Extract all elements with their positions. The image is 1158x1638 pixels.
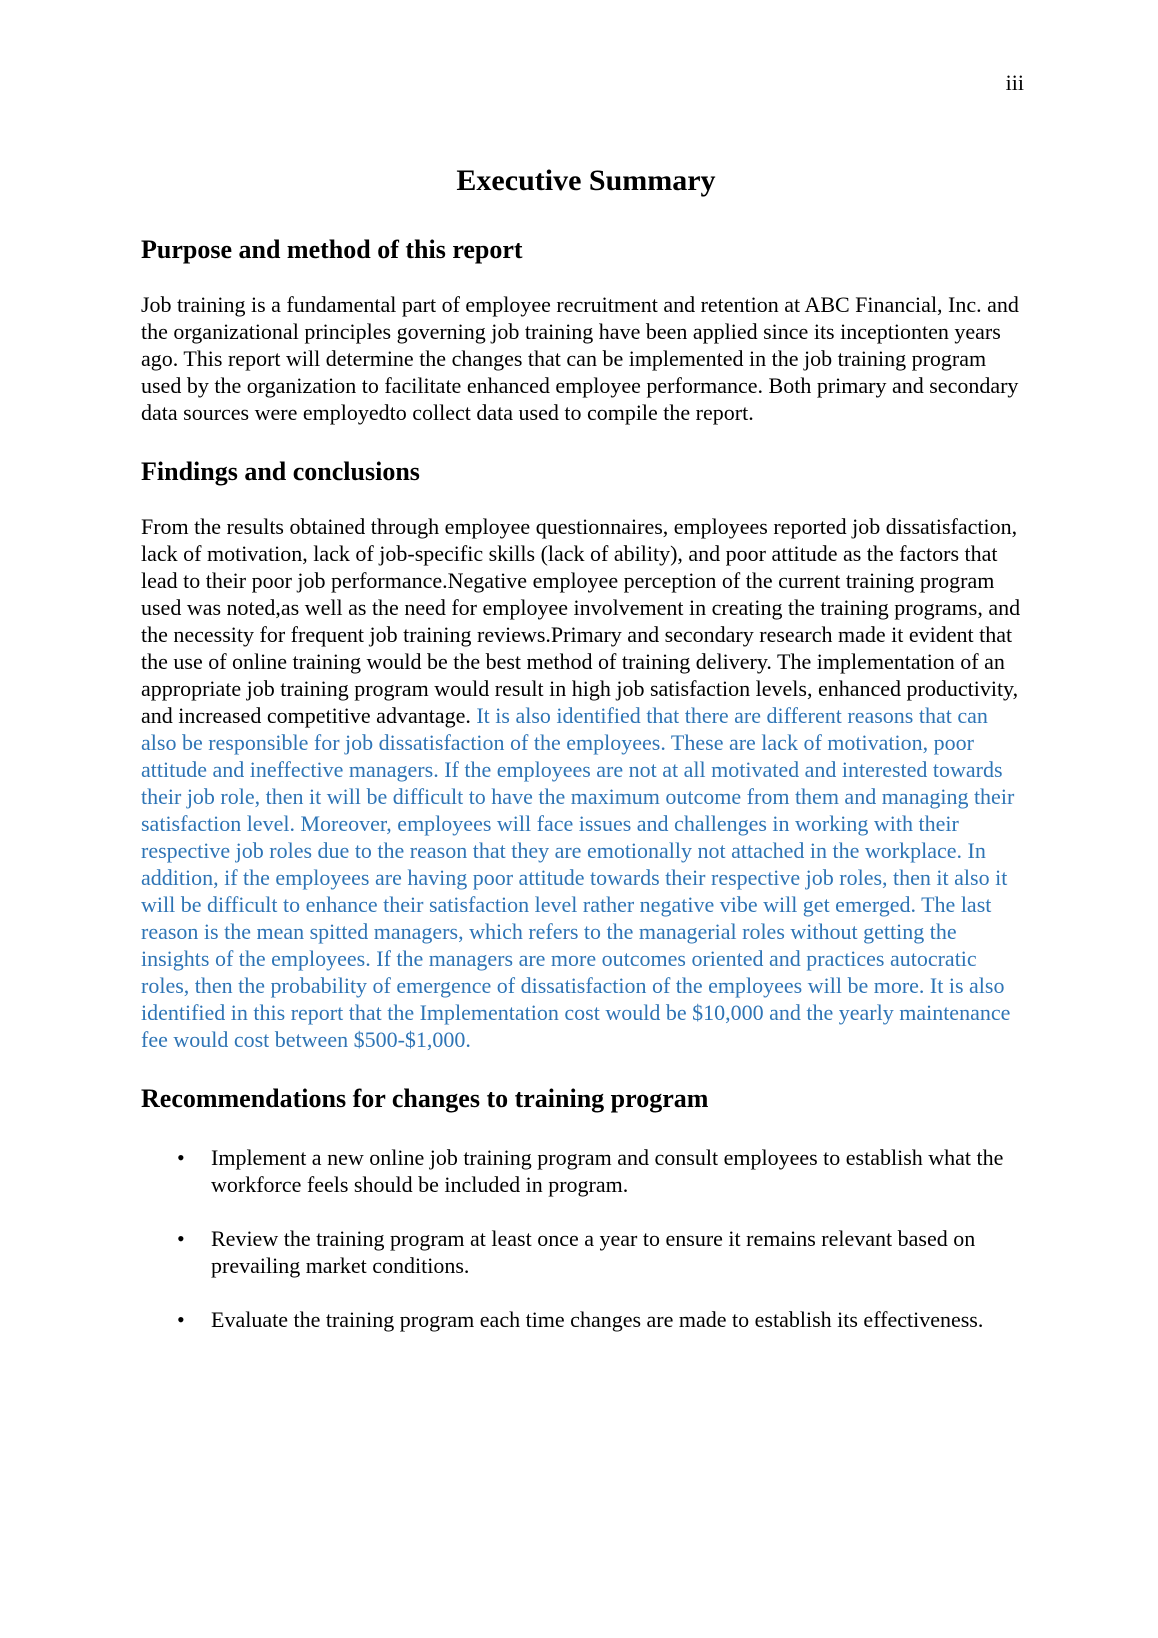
list-item bbox=[141, 1306, 1021, 1333]
findings-section bbox=[141, 456, 1021, 1053]
purpose-paragraph: Job training is a fundamental part of employee recruitment and retention at ABC Financial, Inc. and the organizational principles governing job training have been applied since its inceptionten years ago. This report will determine the changes that can be implemented in the job training program used by the organization to facilitate enhanced employee performance. Both primary and secondary data sources were employedto collect data used to compile the report. bbox=[141, 291, 1019, 425]
recommendations-section bbox=[141, 1083, 1021, 1333]
purpose-section bbox=[141, 234, 1021, 426]
list-item bbox=[141, 1225, 1021, 1279]
list-item-text: Review the training program at least once a year to ensure it remains relevant based on prevailing market conditions. bbox=[211, 1226, 976, 1279]
bullet-icon: • bbox=[177, 1307, 185, 1333]
document-body bbox=[141, 162, 1021, 1360]
recommendations-list bbox=[141, 1144, 1021, 1333]
findings-text: From the results obtained through employee questionnaires, employees reported job dissatisfaction, lack of motivation, lack of job-specific skills (lack of ability), and poor attitude as the factors that lead to their poor job performance.Negative employee perception of the current training program used was noted,as well as the need for employee involvement in creating the training programs, and the necessity for frequent job training reviews.Primary and secondary research made it evident that the use of online training would be the best method of training delivery. The implementation of an appropriate job training program would result in high job satisfaction levels, enhanced productivity, and increased competitive advantage. bbox=[141, 513, 1021, 728]
page-number: iii bbox=[1005, 70, 1024, 95]
findings-paragraph bbox=[141, 513, 1021, 1053]
purpose-heading: Purpose and method of this report bbox=[141, 234, 523, 264]
list-item-text: Evaluate the training program each time changes are made to establish its effectiveness. bbox=[211, 1307, 984, 1333]
bullet-icon: • bbox=[177, 1226, 185, 1252]
page-title: Executive Summary bbox=[456, 164, 716, 197]
list-item-text: Implement a new online job training program and consult employees to establish what the workforce feels should be included in program. bbox=[211, 1145, 1004, 1198]
recommendations-heading: Recommendations for changes to training program bbox=[141, 1083, 709, 1113]
findings-heading: Findings and conclusions bbox=[141, 456, 420, 486]
bullet-icon: • bbox=[177, 1145, 185, 1171]
list-item bbox=[141, 1144, 1021, 1198]
findings-highlighted-text: It is also identified that there are different reasons that can also be responsible for job dissatisfaction of the employees. These are lack of motivation, poor attitude and ineffective managers. If the employees are not at all motivated and interested towards their job role, then it will be difficult to have the maximum outcome from them and managing their satisfaction level. Moreover, employees will face issues and challenges in working with their respective job roles due to the reason that they are emotionally not attached in the workplace. In addition, if the employees are having poor attitude towards their respective job roles, then it also it will be difficult to enhance their satisfaction level rather negative vibe will get emerged. The last reason is the mean spitted managers, which refers to the managerial roles without getting the insights of the employees. If the managers are more outcomes oriented and practices autocratic roles, then the probability of emergence of dissatisfaction of the employees will be more. It is also identified in this report that the Implementation cost would be $10,000 and the yearly maintenance fee would cost between $500-$1,000. bbox=[141, 702, 1015, 1052]
